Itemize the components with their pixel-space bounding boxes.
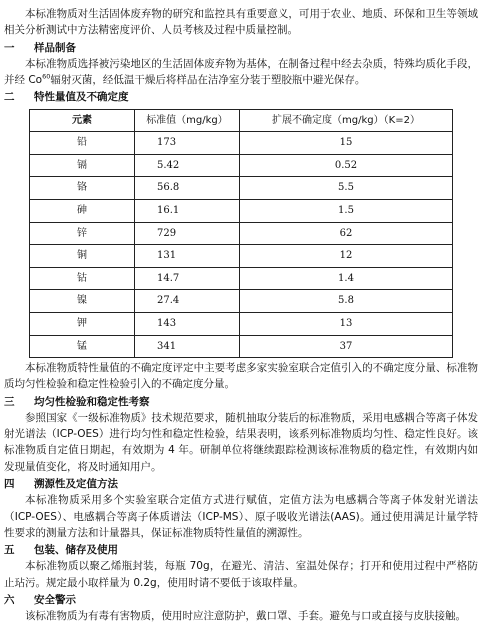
cell-value: 27.4 — [135, 290, 240, 313]
uncertainty-note-paragraph: 本标准物质特性量值的不确定度评定中主要考虑多家实验室联合定值引入的不确定度分量、标准物质均匀性检验和稳定性检验引入的不确定度分量。 — [4, 362, 478, 391]
cell-value: 173 — [135, 132, 240, 155]
section-heading-3 — [4, 394, 478, 410]
safety-paragraph: 该标准物质为有毒有害物质，使用时应注意防护，戴口罩、手套。避免与口或直接与皮肤接触。 — [25, 610, 466, 623]
table-row — [30, 177, 453, 200]
cell-uncertainty: 5.5 — [240, 177, 453, 200]
cell-element: 钾 — [30, 312, 135, 335]
cell-uncertainty: 5.8 — [240, 290, 453, 313]
cell-element: 镍 — [30, 290, 135, 313]
section-number: 一 — [4, 41, 15, 54]
cell-element: 镉 — [30, 154, 135, 177]
homogeneity-paragraph: 参照国家《一级标准物质》技术规范要求，随机抽取分装后的标准物质，采用电感耦合等离子体发射光谱法（ICP-OES）进行均匀性和稳定性检验，结果表明，该系列标准物质均匀性、稳定性良好。该标准物质自定值日期起，有效期为 4 年。研制单位将继续跟踪检测该标准物质的稳定性，有效期内如发现量值变化，将及时通知用户。 — [4, 411, 478, 473]
table-row — [30, 245, 453, 268]
cell-uncertainty: 12 — [240, 245, 453, 268]
section-heading-1 — [4, 40, 478, 56]
cell-value: 341 — [135, 335, 240, 358]
traceability-paragraph: 本标准物质采用多个实验室联合定值方式进行赋值，定值方法为电感耦合等离子体发射光谱法（ICP-OES）、电感耦合等离子体质谱法（ICP-MS）、原子吸收光谱法(AAS)。通过使用满足计量学特性要求的测量方法和计量器具，保证标准物质特性量值的溯源性。 — [4, 494, 478, 539]
prep-text-start: 本标准物质选择被污染地区的生活固体废弃物为基体，在制备过程中经去杂质，特殊均质化手段，并经 Co — [4, 57, 478, 87]
cell-element: 砷 — [30, 199, 135, 222]
cell-uncertainty: 13 — [240, 312, 453, 335]
header-value: 标准值（mg/kg） — [135, 109, 240, 132]
isotope-superscript: 60 — [42, 72, 51, 81]
section-title: 均匀性检验和稳定性考察 — [34, 395, 150, 408]
certified-values-table — [29, 109, 453, 359]
cell-uncertainty: 1.4 — [240, 267, 453, 290]
cell-element: 锰 — [30, 335, 135, 358]
section-heading-2 — [4, 89, 478, 105]
table-header-row — [30, 109, 453, 132]
section-title: 特性量值及不确定度 — [34, 91, 129, 104]
cell-element: 钴 — [30, 267, 135, 290]
section-heading-5 — [4, 542, 478, 558]
section-title: 样品制备 — [34, 41, 76, 54]
cell-value: 16.1 — [135, 199, 240, 222]
section-title: 溯源性及定值方法 — [34, 477, 118, 490]
table-row — [30, 199, 453, 222]
header-element: 元素 — [30, 109, 135, 132]
cell-value: 131 — [135, 245, 240, 268]
cell-uncertainty: 62 — [240, 222, 453, 245]
section-title: 安全警示 — [34, 593, 76, 606]
cell-element: 铜 — [30, 245, 135, 268]
cell-element: 锌 — [30, 222, 135, 245]
cell-value: 14.7 — [135, 267, 240, 290]
cell-element: 铅 — [30, 132, 135, 155]
sample-preparation-paragraph — [4, 56, 478, 89]
section-number: 六 — [4, 593, 15, 606]
section-heading-6 — [4, 592, 478, 608]
prep-text-end: 辐射灭菌，经低温干燥后将样品在洁净室分装于塑胶瓶中避光保存。 — [50, 74, 366, 87]
cell-uncertainty: 15 — [240, 132, 453, 155]
table-row — [30, 132, 453, 155]
cell-value: 5.42 — [135, 154, 240, 177]
section-number: 三 — [4, 395, 15, 408]
cell-uncertainty: 0.52 — [240, 154, 453, 177]
table-row — [30, 335, 453, 358]
header-uncertainty: 扩展不确定度（mg/kg）（K=2） — [240, 109, 453, 132]
table-row — [30, 312, 453, 335]
table-row — [30, 267, 453, 290]
values-table-wrapper — [4, 109, 478, 359]
section-number: 二 — [4, 91, 15, 104]
section-title: 包装、储存及使用 — [34, 544, 118, 557]
intro-paragraph: 本标准物质对生活固体废弃物的研究和监控具有重要意义，可用于农业、地质、环保和卫生等领域相关分析测试中方法精密度评价、人员考核及过程中质量控制。 — [4, 8, 478, 37]
table-row — [30, 222, 453, 245]
cell-element: 铬 — [30, 177, 135, 200]
section-heading-4 — [4, 476, 478, 492]
section-number: 五 — [4, 544, 15, 557]
cell-value: 143 — [135, 312, 240, 335]
cell-uncertainty: 1.5 — [240, 199, 453, 222]
table-row — [30, 154, 453, 177]
cell-value: 56.8 — [135, 177, 240, 200]
section-number: 四 — [4, 477, 15, 490]
packaging-paragraph: 本标准物质以聚乙烯瓶封装，每瓶 70g，在避光、清洁、室温处保存；打开和使用过程中严格防止玷污。规定最小取样量为 0.2g，使用时请不要低于该取样量。 — [4, 560, 478, 589]
table-row — [30, 290, 453, 313]
cell-uncertainty: 37 — [240, 335, 453, 358]
cell-value: 729 — [135, 222, 240, 245]
